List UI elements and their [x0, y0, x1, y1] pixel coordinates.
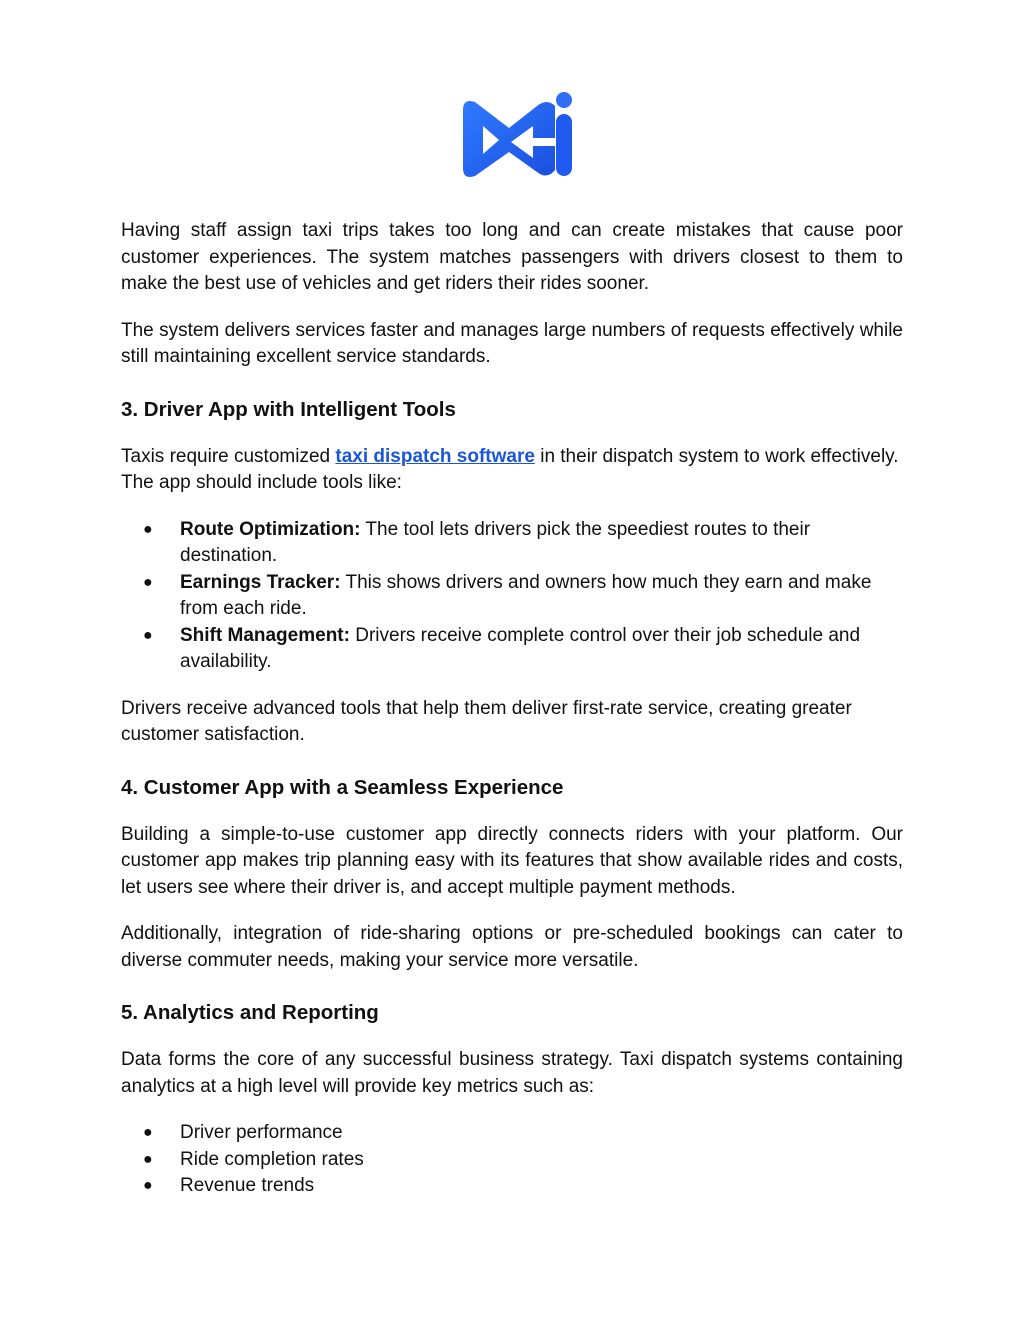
section-heading: 4. Customer App with a Seamless Experience — [121, 775, 564, 799]
text: Taxis require customized — [121, 445, 336, 467]
list-item — [121, 1173, 903, 1200]
list-item — [121, 1120, 903, 1147]
metrics-list — [121, 1120, 903, 1200]
paragraph: Data forms the core of any successful business strategy. Taxi dispatch systems containing analytics at a high level will provide key metrics such as: — [121, 1049, 903, 1097]
list-item — [121, 517, 903, 570]
item-text: This shows drivers and owners how much they earn and make from each ride. — [180, 571, 872, 619]
bullet-icon: ● — [143, 520, 153, 538]
section-heading: 3. Driver App with Intelligent Tools — [121, 397, 456, 421]
paragraph: Building a simple-to-use customer app directly connects riders with your platform. Our customer app makes trip planning easy with its features that show available rides and costs, let users see where their driver is, and accept multiple payment methods. — [121, 823, 903, 898]
list-item — [121, 1147, 903, 1174]
item-title: Shift Management: — [180, 624, 350, 646]
paragraph: Drivers receive advanced tools that help them deliver first-rate service, creating greater customer satisfaction. — [121, 697, 852, 745]
text: in their dispatch system to work effectively. The app should include tools like: — [121, 445, 899, 493]
item-text: Drivers receive complete control over their job schedule and availability. — [180, 624, 861, 672]
section-heading: 5. Analytics and Reporting — [121, 1001, 379, 1024]
item-text: Ride completion rates — [180, 1148, 364, 1170]
item-text: Revenue trends — [180, 1175, 315, 1196]
bullet-icon: ● — [143, 1124, 153, 1141]
feature-list — [121, 517, 903, 676]
paragraph: Additionally, integration of ride-sharing options or pre-scheduled bookings can cater to diverse commuter needs, making your service more versatile. — [121, 923, 903, 971]
item-text: The tool lets drivers pick the speediest routes to their destination. — [180, 518, 811, 566]
paragraph — [121, 444, 903, 497]
brand-logo — [447, 88, 577, 188]
bullet-icon: ● — [143, 1177, 153, 1194]
item-text: Driver performance — [180, 1122, 343, 1143]
bullet-icon: ● — [143, 573, 153, 591]
bullet-icon: ● — [143, 626, 153, 644]
item-title: Route Optimization: — [180, 518, 361, 540]
list-item — [121, 623, 903, 676]
document-body — [121, 218, 903, 1200]
paragraph: Having staff assign taxi trips takes too long and can create mistakes that cause poor customer experiences. The system matches passengers with drivers closest to them to make the best use of vehicles and get riders their rides sooner. — [121, 220, 903, 294]
bullet-icon: ● — [143, 1150, 153, 1168]
paragraph: The system delivers services faster and manages large numbers of requests effectively while still maintaining excellent service standards. — [121, 319, 903, 367]
list-item — [121, 570, 903, 623]
taxi-dispatch-software-link[interactable]: taxi dispatch software — [335, 445, 535, 467]
brand-logo-icon — [447, 88, 577, 188]
item-title: Earnings Tracker: — [180, 571, 341, 593]
